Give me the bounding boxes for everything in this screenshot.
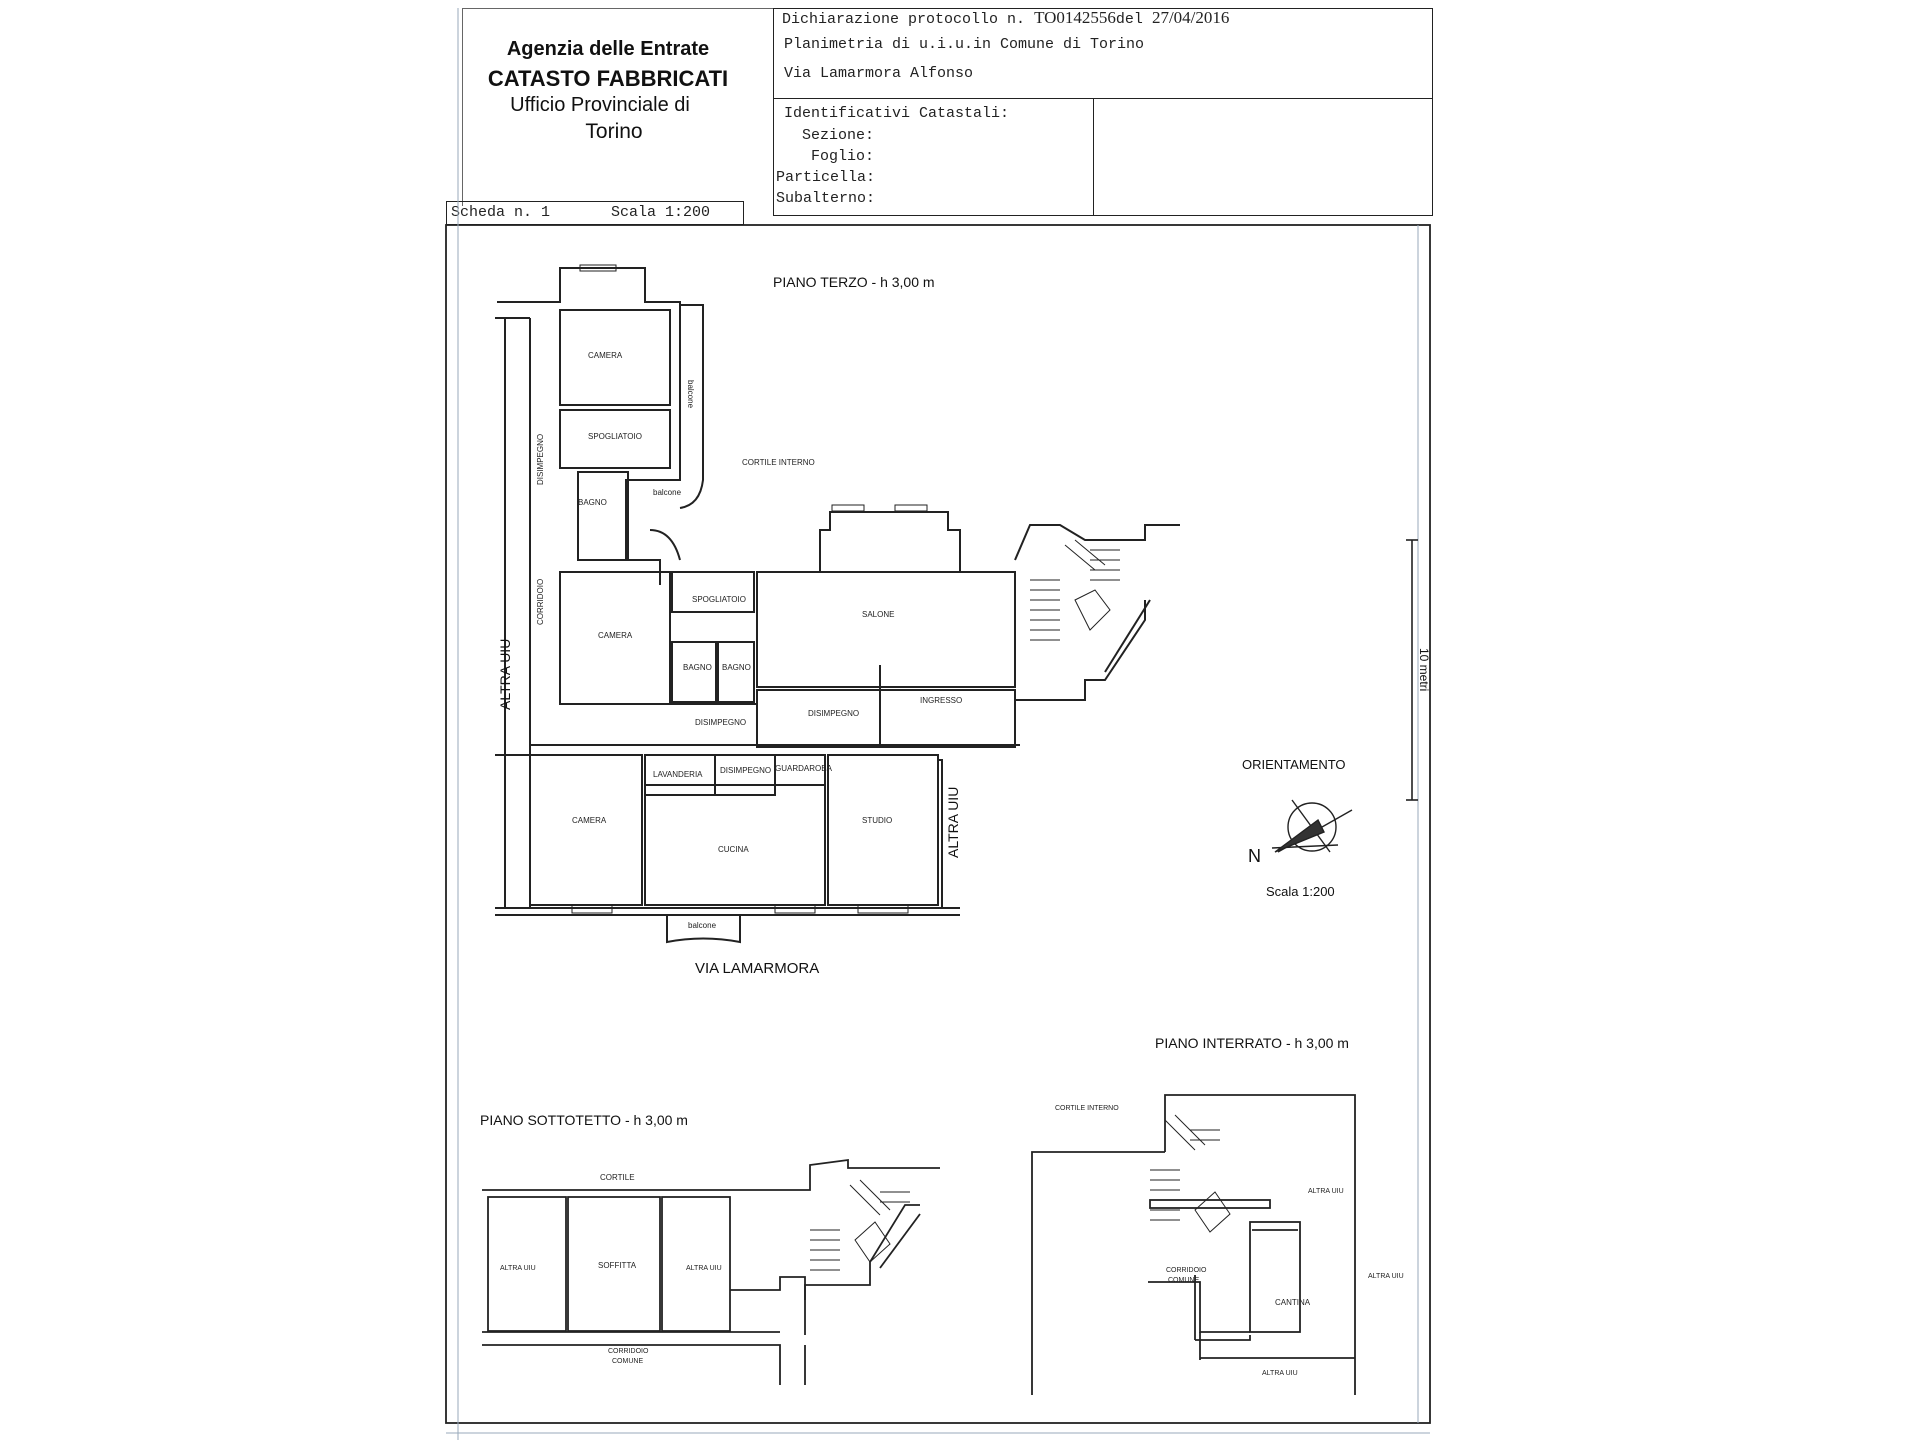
catasto-title: CATASTO FABBRICATI	[487, 66, 729, 91]
sottotetto-altra-uiu-left: ALTRA UIU	[500, 1265, 536, 1272]
stairs-terzo	[1030, 540, 1120, 640]
room-spogliatoio-top: SPOGLIATOIO	[588, 432, 642, 441]
room-bagno-top: BAGNO	[578, 498, 607, 507]
room-studio: STUDIO	[862, 816, 893, 825]
stairs-sottotetto	[810, 1180, 910, 1270]
protocol-number: TO0142556	[1034, 8, 1116, 27]
room-lavanderia: LAVANDERIA	[653, 770, 703, 779]
interrato-altra-uiu-right: ALTRA UIU	[1368, 1273, 1404, 1280]
planimetria-line: Planimetria di u.i.u.in Comune di Torino	[784, 36, 1145, 53]
room-corridoio: CORRIDOIO	[536, 578, 545, 625]
label-altra-uiu-left: ALTRA UIU	[497, 638, 513, 710]
sezione-label: Sezione:	[802, 127, 875, 144]
piano-terzo-walls	[495, 265, 1180, 942]
piano-terzo-title: PIANO TERZO - h 3,00 m	[773, 274, 935, 290]
protocol-date: 27/04/2016	[1151, 8, 1230, 27]
label-altra-uiu-right: ALTRA UIU	[945, 786, 961, 858]
interrato-altra-uiu-bottom: ALTRA UIU	[1262, 1370, 1298, 1377]
room-disimpegno-small: DISIMPEGNO	[720, 766, 772, 775]
room-bagno-2: BAGNO	[722, 663, 751, 672]
foglio-label: Foglio:	[811, 148, 875, 165]
north-compass	[1272, 800, 1352, 852]
interrato-cantina: CANTINA	[1275, 1298, 1311, 1307]
identificativi-label: Identificativi Catastali:	[784, 105, 1010, 122]
piano-interrato-walls	[1032, 1095, 1355, 1395]
agency-name: Agenzia delle Entrate	[506, 38, 710, 60]
stairs-interrato	[1150, 1115, 1230, 1232]
label-balcone-bottom: balcone	[688, 921, 717, 930]
north-label: N	[1248, 846, 1261, 866]
room-disimpegno-lower: DISIMPEGNO	[695, 718, 747, 727]
piano-sottotetto-title: PIANO SOTTOTETTO - h 3,00 m	[480, 1112, 688, 1128]
sottotetto-comune: COMUNE	[612, 1358, 644, 1365]
subalterno-label: Subalterno:	[776, 190, 876, 207]
interrato-comune: COMUNE	[1168, 1277, 1200, 1284]
label-balcone-mid: balcone	[653, 488, 682, 497]
room-ingresso: INGRESSO	[920, 696, 963, 705]
room-guardaroba: GUARDAROBA	[775, 764, 832, 773]
sottotetto-cortile: CORTILE	[600, 1173, 635, 1182]
scheda-scale: Scala 1:200	[611, 204, 711, 221]
scale-label: Scala 1:200	[1266, 884, 1335, 899]
date-label: del	[1115, 11, 1143, 28]
room-disimpegno-mid: DISIMPEGNO	[808, 709, 860, 718]
interrato-cortile-interno: CORTILE INTERNO	[1055, 1105, 1119, 1112]
scheda-label: Scheda n. 1	[451, 204, 551, 221]
label-balcone-top: balcone	[686, 380, 695, 409]
interrato-altra-uiu-top: ALTRA UIU	[1308, 1188, 1344, 1195]
street-name: VIA LAMARMORA	[695, 960, 820, 977]
room-camera-mid: CAMERA	[598, 631, 633, 640]
sottotetto-corridoio: CORRIDOIO	[608, 1348, 649, 1355]
room-cucina: CUCINA	[718, 845, 749, 854]
room-camera-top: CAMERA	[588, 351, 623, 360]
sottotetto-altra-uiu-right: ALTRA UIU	[686, 1265, 722, 1272]
interrato-corridoio: CORRIDOIO	[1166, 1267, 1207, 1274]
room-camera-lower: CAMERA	[572, 816, 607, 825]
room-bagno-1: BAGNO	[683, 663, 712, 672]
ufficio-label: Ufficio Provinciale di	[510, 94, 690, 116]
label-cortile-interno-upper: CORTILE INTERNO	[742, 458, 815, 467]
orientamento-title: ORIENTAMENTO	[1242, 757, 1346, 772]
piano-interrato-title: PIANO INTERRATO - h 3,00 m	[1155, 1035, 1349, 1051]
room-salone: SALONE	[862, 610, 895, 619]
sottotetto-soffitta: SOFFITTA	[598, 1261, 637, 1270]
city-label: Torino	[585, 120, 643, 143]
address-line: Via Lamarmora Alfonso	[784, 65, 974, 82]
scale-bar-label: 10 metri	[1417, 648, 1431, 692]
room-disimpegno-left: DISIMPEGNO	[536, 433, 545, 485]
protocol-label: Dichiarazione protocollo n.	[782, 11, 1026, 28]
piano-sottotetto-walls	[482, 1160, 940, 1385]
room-spogliatoio-mid: SPOGLIATOIO	[692, 595, 746, 604]
particella-label: Particella:	[776, 169, 876, 186]
